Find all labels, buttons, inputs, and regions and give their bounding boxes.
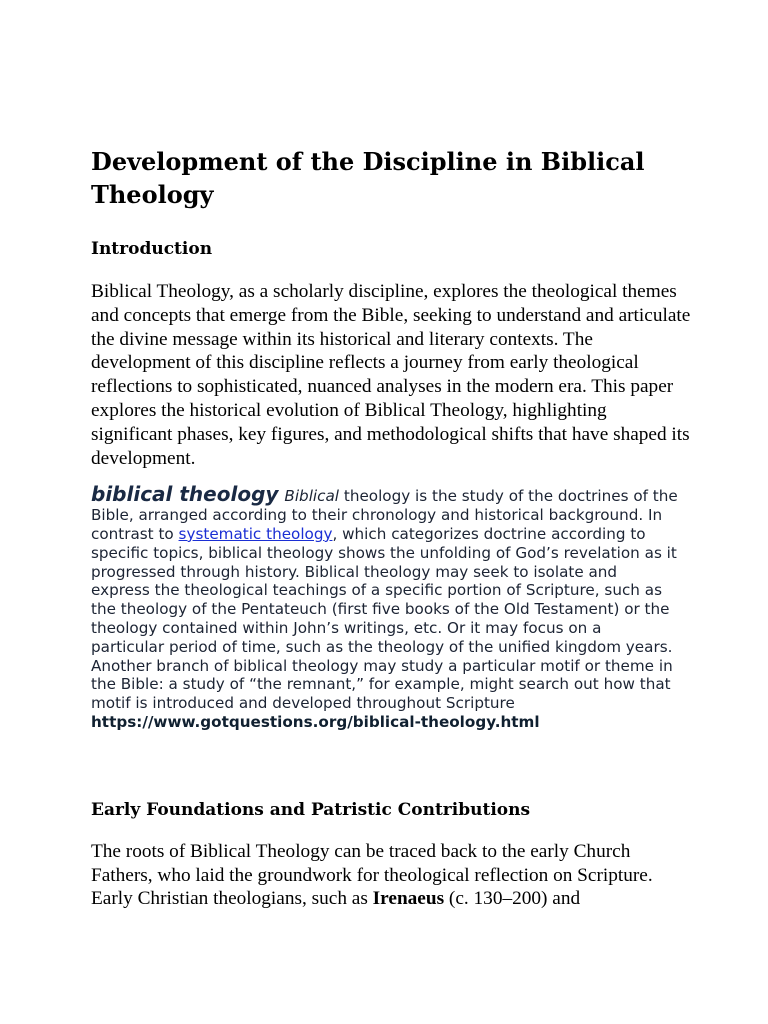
definition-text-2: , which categorizes doctrine according to specific topics, biblical theology shows the unfolding of God’s revelation as it progressed through history. Biblical theology may seek to isolate and express the theological teachings of a specific portion of Scripture, such as the theology of the Pentateuch (first five books of the Old Testament) or the theology contained within John’s writings, etc. Or it may focus on a particular period of time, such as the theology of the unified kingdom years. Another branch of biblical theology may study a particular motif or theme in the Bible: a study of “the remnant,” for example, might search out how that motif is introduced and developed throughout Scripture (91, 524, 677, 713)
early-foundations-text-end: (c. 130–200) and (444, 888, 581, 910)
early-foundations-heading: Early Foundations and Patristic Contributions (91, 799, 531, 820)
definition-term: biblical theology (91, 482, 279, 507)
introduction-paragraph: Biblical Theology, as a scholarly discipline, explores the theological themes and concepts that emerge from the Bible, seeking to understand and articulate the divine message within its historical and literary contexts. The development of this discipline reflects a journey from early theological reflections to sophisticated, nuanced analyses in the modern era. This paper explores the historical evolution of Biblical Theology, highlighting significant phases, key figures, and methodological shifts that have shaped its development. (91, 281, 691, 469)
definition-lead-italic: Biblical (284, 487, 340, 506)
document-title: Development of the Discipline in Biblical Theology (91, 147, 645, 209)
document-page (91, 145, 691, 911)
early-foundations-paragraph (91, 840, 691, 911)
definition-text-1: theology is the study of the doctrines of the Bible, arranged according to their chronology and historical background. In contrast to (91, 487, 678, 543)
definition-block (91, 482, 679, 731)
introduction-heading: Introduction (91, 239, 213, 259)
source-url-link[interactable]: https://www.gotquestions.org/biblical-theology.html (91, 712, 540, 731)
irenaeus-name: Irenaeus (372, 888, 445, 910)
systematic-theology-link[interactable]: systematic theology (178, 524, 333, 543)
early-foundations-text-start: The roots of Biblical Theology can be traced back to the early Church Fathers, who laid the groundwork for theological reflection on Scripture. Early Christian theologians, such as (91, 840, 653, 910)
